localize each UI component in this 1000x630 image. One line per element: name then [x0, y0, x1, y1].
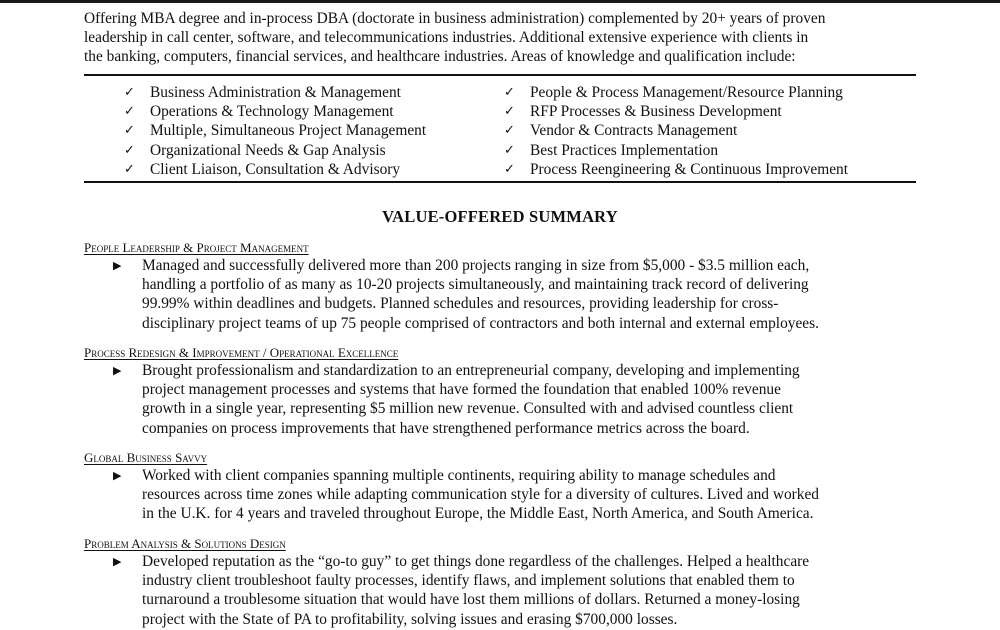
skill-label: Process Reengineering & Continuous Improvement — [530, 160, 849, 178]
intro-line: leadership in call center, software, and telecommunications industries. Additional extensive experience with clients in — [84, 29, 809, 46]
bullet-paragraph — [84, 466, 914, 524]
skill-item — [504, 141, 848, 160]
skill-label: Operations & Technology Management — [150, 103, 394, 121]
skills-bottom-rule — [84, 181, 916, 183]
skill-label: Organizational Needs & Gap Analysis — [150, 141, 386, 159]
skills-column-left — [124, 83, 426, 179]
section-heading: Problem Analysis & Solutions Design — [84, 536, 286, 551]
checkmark-icon: ✓ — [124, 161, 135, 177]
checkmark-icon: ✓ — [124, 142, 135, 158]
skill-label: Multiple, Simultaneous Project Management — [150, 122, 427, 140]
paragraph-line: Worked with client companies spanning multiple continents, requiring ability to manage schedules and — [142, 467, 776, 484]
checkmark-icon: ✓ — [124, 85, 135, 100]
skill-item — [124, 121, 426, 140]
skill-item — [504, 102, 848, 121]
paragraph-line: handling a portfolio of as many as 10-20 projects simultaneously, and maintaining track record of delivering — [142, 276, 809, 294]
checkmark-icon: ✓ — [504, 161, 515, 177]
section-heading: Process Redesign & Improvement / Operational Excellence — [84, 345, 399, 360]
checkmark-icon: ✓ — [124, 104, 135, 120]
bullet-paragraph — [84, 256, 914, 333]
section-heading: People Leadership & Project Management — [84, 240, 309, 255]
skill-label: People & Process Management/Resource Planning — [530, 84, 843, 101]
skill-item — [504, 83, 848, 102]
paragraph-line: disciplinary project teams of up 75 people comprised of contractors and both internal and external employees. — [142, 314, 819, 332]
triangle-bullet-icon: ▶ — [113, 555, 122, 568]
skill-item — [124, 102, 426, 121]
section-heading: Global Business Savvy — [84, 450, 208, 465]
paragraph-line: resources across time zones while adapting communication style for a diversity of cultures. Lived and worked — [142, 486, 819, 504]
skill-label: Business Administration & Management — [150, 84, 401, 101]
summary-section — [84, 240, 914, 333]
top-border-rule — [0, 0, 1000, 3]
triangle-bullet-icon: ▶ — [113, 469, 122, 482]
summary-section — [84, 536, 914, 629]
skill-label: Client Liaison, Consultation & Advisory — [150, 160, 401, 178]
checkmark-icon: ✓ — [504, 142, 515, 158]
skill-item — [504, 160, 848, 179]
paragraph-line: 99.99% within deadlines and budgets. Planned schedules and resources, providing leadership for cross- — [142, 295, 779, 313]
paragraph-line: project management processes and systems that have formed the foundation that enabled 100% revenue — [142, 381, 781, 399]
paragraph-line: industry client troubleshoot faulty processes, identify flaws, and implement solutions that enabled them to — [142, 572, 795, 590]
checkmark-icon: ✓ — [124, 123, 135, 139]
paragraph-line: turnaround a troublesome situation that would have lost them millions of dollars. Returned a money-losing — [142, 591, 800, 609]
summary-section — [84, 450, 914, 524]
checkmark-icon: ✓ — [504, 104, 515, 120]
triangle-bullet-icon: ▶ — [113, 259, 122, 272]
paragraph-line: Brought professionalism and standardization to an entrepreneurial company, developing and implementing — [142, 362, 800, 379]
skill-item — [124, 141, 426, 160]
skill-item — [124, 83, 426, 102]
checkmark-icon: ✓ — [504, 123, 515, 139]
paragraph-line: Managed and successfully delivered more than 200 projects ranging in size from $5,000 - $3.5 million each, — [142, 257, 810, 274]
skill-label: RFP Processes & Business Development — [530, 103, 782, 121]
summary-section — [84, 345, 914, 438]
intro-line: Offering MBA degree and in-process DBA (doctorate in business administration) complemented by 20+ years of proven — [84, 10, 826, 27]
triangle-bullet-icon: ▶ — [113, 364, 122, 377]
bullet-paragraph — [84, 361, 914, 438]
section-title: VALUE-OFFERED SUMMARY — [382, 207, 618, 226]
intro-line: the banking, computers, financial services, and healthcare industries. Areas of knowledge and qualification include: — [84, 48, 796, 65]
paragraph-line: Developed reputation as the “go-to guy” to get things done regardless of the challenges. Helped a healthcare — [142, 553, 810, 570]
intro-paragraph — [84, 9, 914, 66]
skill-label: Vendor & Contracts Management — [530, 122, 738, 140]
bullet-paragraph — [84, 552, 914, 629]
paragraph-line: project with the State of PA to profitability, solving issues and erasing $700,000 losses. — [142, 610, 678, 628]
checkmark-icon: ✓ — [504, 85, 515, 100]
skill-label: Best Practices Implementation — [530, 141, 719, 159]
skill-item — [504, 121, 848, 140]
paragraph-line: in the U.K. for 4 years and traveled throughout Europe, the Middle East, North America, and South America. — [142, 505, 814, 523]
skills-column-right — [504, 83, 848, 179]
skills-top-rule — [84, 74, 916, 76]
skill-item — [124, 160, 426, 179]
paragraph-line: companies on process improvements that have strengthened performance metrics across the board. — [142, 419, 750, 437]
paragraph-line: growth in a single year, representing $5 million new revenue. Consulted with and advised countless client — [142, 400, 794, 418]
